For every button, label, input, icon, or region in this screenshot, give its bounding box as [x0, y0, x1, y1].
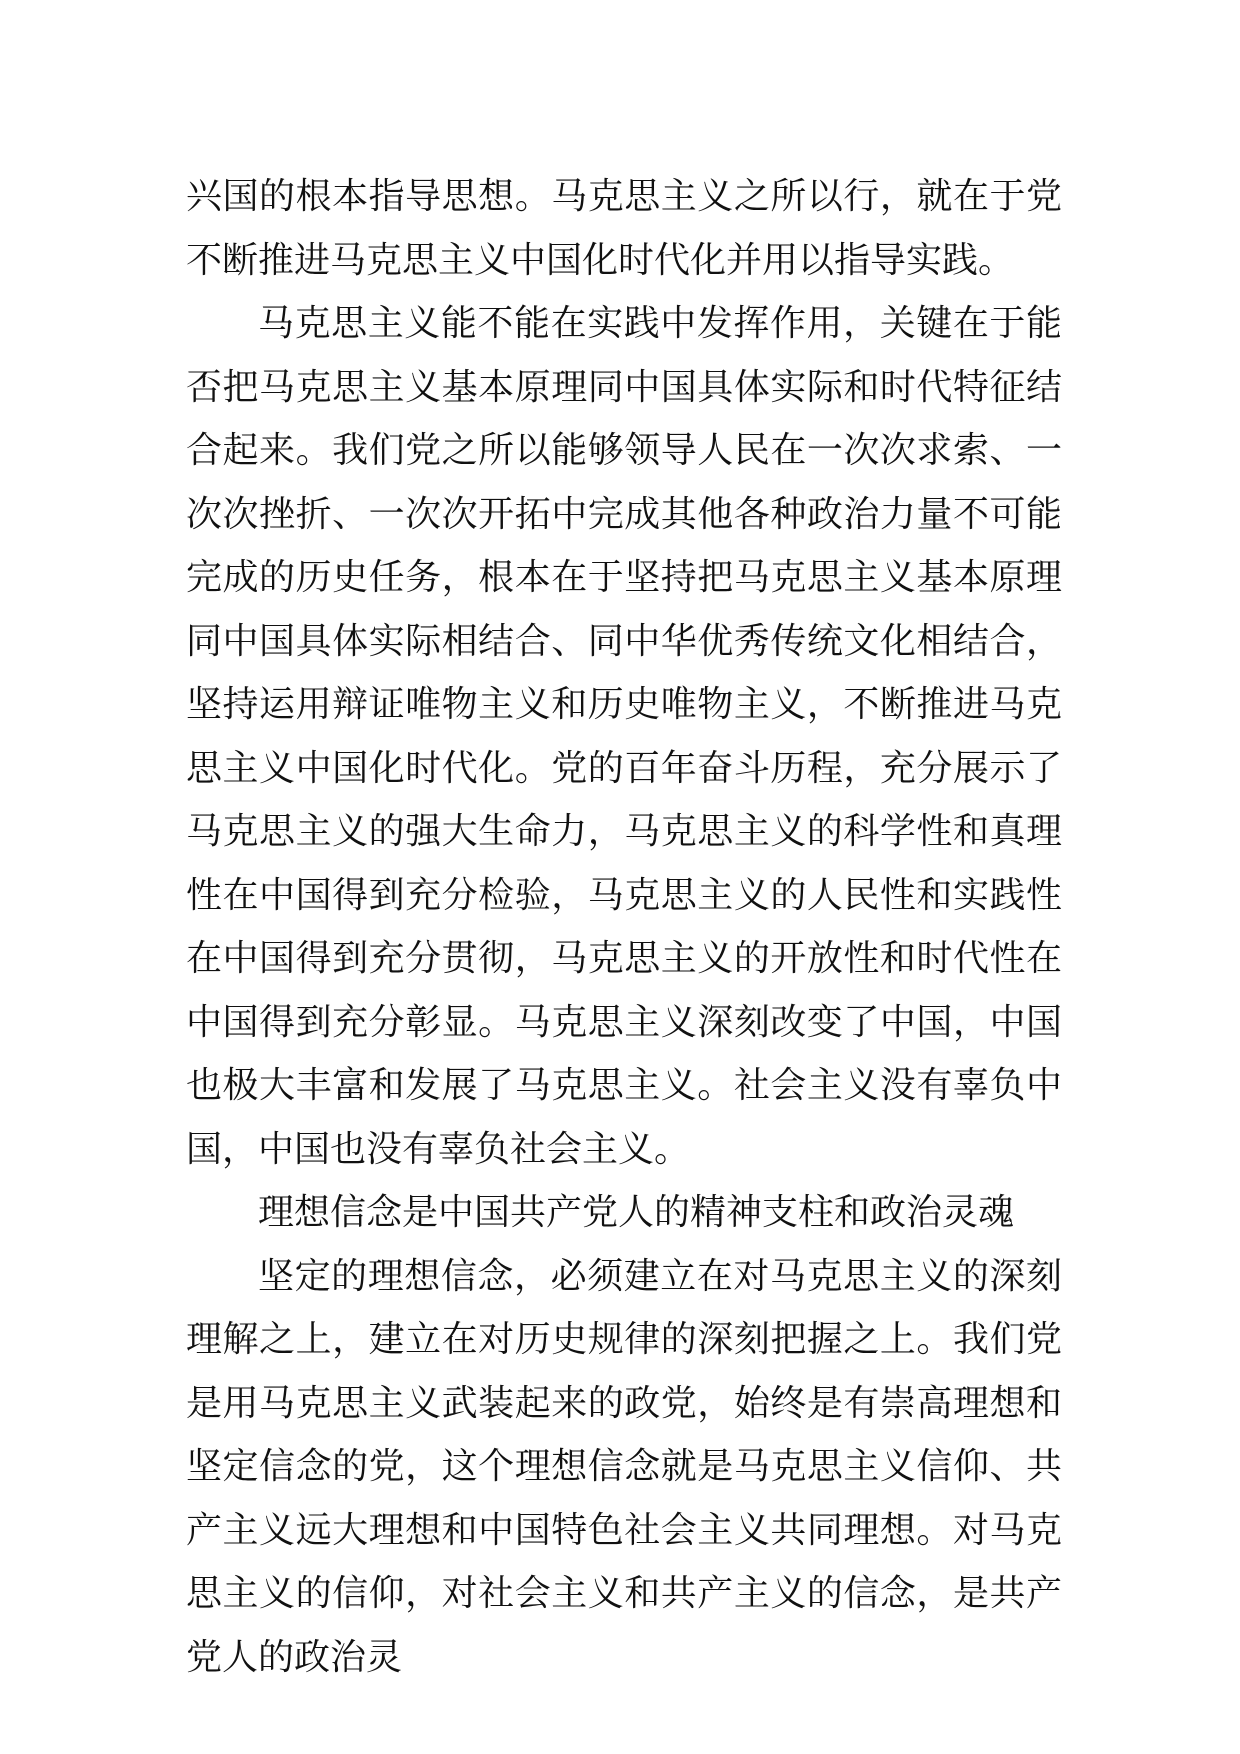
paragraph-ideals-belief: 坚定的理想信念，必须建立在对马克思主义的深刻理解之上，建立在对历史规律的深刻把握之上。我们党是用马克思主义武装起来的政党，始终是有崇高理想和坚定信念的党，这个理想信念就是马克思主义信仰、共产主义远大理想和中国特色社会主义共同理想。对马克思主义的信仰，对社会主义和共产主义的信念，是共产党人的政治灵: [186, 1255, 1062, 1678]
paragraph-marxism-practice: 马克思主义能不能在实践中发挥作用，关键在于能否把马克思主义基本原理同中国具体实际和时代特征结合起来。我们党之所以能够领导人民在一次次求索、一次次挫折、一次次开拓中完成其他各种政治力量不可能完成的历史任务，根本在于坚持把马克思主义基本原理同中国具体实际相结合、同中华优秀传统文化相结合，坚持运用辩证唯物主义和历史唯物主义，不断推进马克思主义中国化时代化。党的百年奋斗历程，充分展示了马克思主义的强大生命力，马克思主义的科学性和真理性在中国得到充分检验，马克思主义的人民性和实践性在中国得到充分贯彻，马克思主义的开放性和时代性在中国得到充分彰显。马克思主义深刻改变了中国，中国也极大丰富和发展了马克思主义。社会主义没有辜负中国，中国也没有辜负社会主义。: [186, 303, 1062, 1170]
section-heading-ideals: 理想信念是中国共产党人的精神支柱和政治灵魂: [258, 1192, 1015, 1233]
body-text: [186, 165, 1062, 1689]
paragraph-continuation: 兴国的根本指导思想。马克思主义之所以行，就在于党不断推进马克思主义中国化时代化并用以指导实践。: [186, 176, 1062, 281]
